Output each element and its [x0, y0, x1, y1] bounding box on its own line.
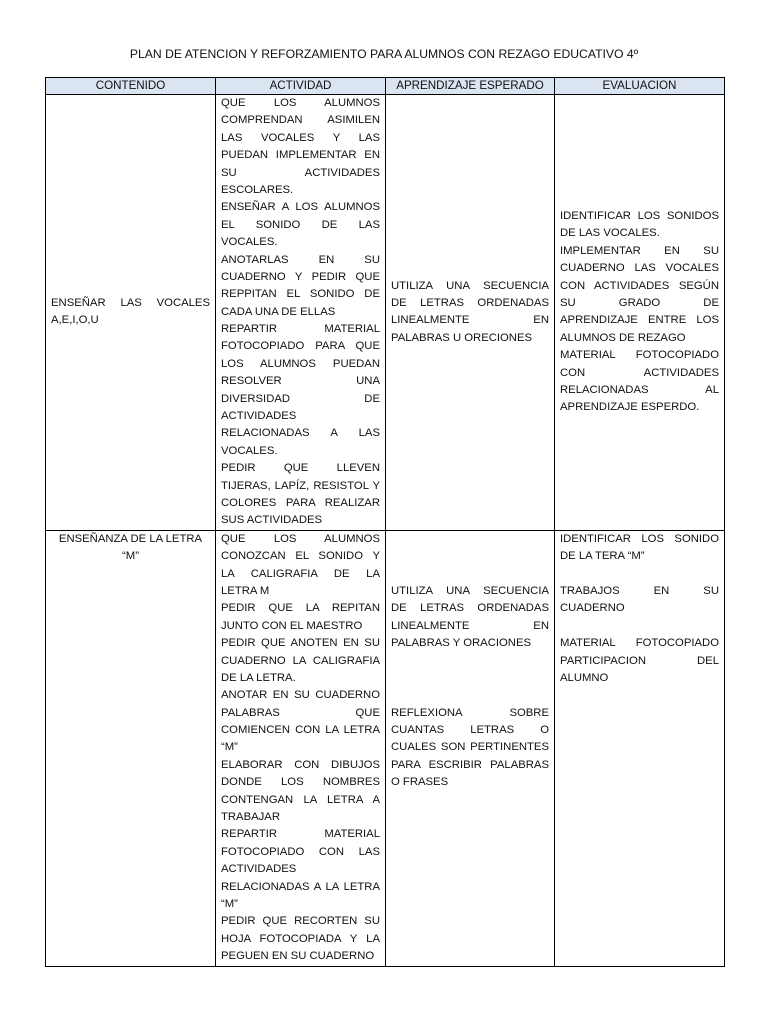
text-line: UTILIZA UNA SECUENCIA — [391, 279, 549, 292]
header-contenido: CONTENIDO — [46, 78, 216, 95]
text-line: IDENTIFICAR LOS SONIDO — [560, 532, 719, 545]
text-line: LETRA M — [221, 584, 270, 597]
text-line: SUS ACTIVIDADES — [221, 514, 323, 527]
text-line: ANOTAR EN SU CUADERNO — [221, 689, 380, 702]
text-line: ALUMNOS DE REZAGO — [560, 331, 686, 344]
text-line: RELACIONADAS AL — [560, 383, 719, 396]
text-line: COLORES PARA REALIZAR — [221, 496, 380, 509]
aprendizaje-cell — [386, 95, 555, 531]
text-line: DE LA LETRA. — [221, 671, 296, 684]
text-line: REPARTIR MATERIAL — [221, 323, 380, 336]
header-row — [46, 78, 725, 95]
text-line: PARA ESCRIBIR PALABRAS — [391, 758, 549, 771]
contenido-text — [51, 531, 210, 566]
document-title: PLAN DE ATENCION Y REFORZAMIENTO PARA ALUMNOS CON REZAGO EDUCATIVO 4º — [129, 47, 639, 61]
evaluacion-text — [560, 208, 719, 417]
text-line: ENSEÑAR A LOS ALUMNOS — [221, 201, 380, 214]
text-line: FOTOCOPIADO PARA QUE — [221, 340, 380, 353]
text-line: DIVERSIDAD DE — [221, 392, 380, 405]
text-line: REPPITAN EL SONIDO DE — [221, 288, 380, 301]
text-line: CUADERNO — [560, 602, 625, 615]
text-line: PUEDAN IMPLEMENTAR EN — [221, 149, 380, 162]
text-line: DONDE LOS NOMBRES — [221, 776, 380, 789]
aprendizaje-text-1 — [391, 583, 549, 653]
text-line: ELABORAR CON DIBUJOS — [221, 758, 380, 771]
actividad-cell — [216, 530, 386, 966]
actividad-cell — [216, 95, 386, 531]
text-line: APRENDIZAJE ENTRE LOS — [560, 314, 719, 327]
text-line: VOCALES. — [221, 444, 278, 457]
text-line: ALUMNO — [560, 671, 609, 684]
text-line: CUANTAS LETRAS O — [391, 724, 549, 737]
text-line: COMIENCEN CON LA LETRA — [221, 724, 380, 737]
plan-table — [45, 77, 725, 967]
text-line: TIJERAS, LAPÍZ, RESISTOL Y — [221, 479, 380, 492]
text-line: PARTICIPACION DEL — [560, 654, 719, 667]
text-line: SU ACTIVIDADES — [221, 166, 380, 179]
contenido-line: “M” — [122, 550, 139, 563]
text-line: CUADERNO LA CALIGRAFIA — [221, 654, 380, 667]
text-line: TRABAJAR — [221, 811, 281, 824]
text-line: “M” — [221, 897, 238, 910]
text-line: REFLEXIONA SOBRE — [391, 706, 549, 719]
contenido-line: ENSEÑANZA DE LA LETRA — [58, 532, 203, 545]
text-line: VOCALES. — [221, 236, 278, 249]
text-line: MATERIAL FOTOCOPIADO — [560, 637, 719, 650]
text-line: CON ACTIVIDADES — [560, 366, 719, 379]
actividad-text — [221, 531, 380, 966]
text-line: JUNTO CON EL MAESTRO — [221, 619, 363, 632]
text-line: ACTIVIDADES — [221, 863, 297, 876]
table-row — [46, 530, 725, 966]
text-line: TRABAJOS EN SU — [560, 584, 719, 597]
actividad-text — [221, 95, 380, 530]
text-line: PEDIR QUE RECORTEN SU — [221, 915, 380, 928]
text-line: PEDIR QUE LLEVEN — [221, 462, 380, 475]
text-line: CONTENGAN LA LETRA A — [221, 793, 380, 806]
text-line: IMPLEMENTAR EN SU — [560, 244, 719, 257]
header-actividad: ACTIVIDAD — [216, 78, 386, 95]
text-line: APRENDIZAJE ESPERDO. — [560, 401, 700, 414]
text-line: CUADERNO Y PEDIR QUE — [221, 270, 380, 283]
evaluacion-text-3 — [560, 635, 719, 687]
text-line: DE LAS VOCALES. — [560, 227, 660, 240]
header-aprendizaje: APRENDIZAJE ESPERADO — [386, 78, 555, 95]
text-line: ESCOLARES. — [221, 183, 294, 196]
text-line: CUADERNO LAS VOCALES — [560, 262, 719, 275]
text-line: PALABRAS QUE — [221, 706, 380, 719]
text-line: “M” — [221, 741, 238, 754]
text-line: PEDIR QUE ANOTEN EN SU — [221, 637, 380, 650]
header-evaluacion: EVALUACION — [555, 78, 725, 95]
text-line: UTILIZA UNA SECUENCIA — [391, 584, 549, 597]
table-row — [46, 95, 725, 531]
text-line: QUE LOS ALUMNOS — [221, 97, 380, 109]
contenido-cell — [46, 530, 216, 966]
text-line: REPARTIR MATERIAL — [221, 828, 380, 841]
text-line: IDENTIFICAR LOS SONIDOS — [560, 210, 719, 223]
text-line: CUALES SON PERTINENTES — [391, 741, 549, 754]
text-line: FOTOCOPIADO CON LAS — [221, 845, 380, 858]
text-line: A,E,I,O,U — [51, 314, 99, 327]
text-line: ENSEÑAR LAS VOCALES — [51, 296, 210, 309]
evaluacion-text-1 — [560, 531, 719, 566]
contenido-text — [51, 295, 210, 330]
text-line: DE LETRAS ORDENADAS — [391, 602, 549, 615]
text-line: CADA UNA DE ELLAS — [221, 305, 336, 318]
text-line: CON ACTIVIDADES SEGÚN — [560, 279, 719, 292]
text-line: PEDIR QUE LA REPITAN — [221, 602, 380, 615]
text-line: LAS VOCALES Y LAS — [221, 131, 380, 144]
text-line: DE LETRAS ORDENADAS — [391, 296, 549, 309]
text-line: RELACIONADAS A LAS — [221, 427, 380, 440]
text-line: PALABRAS U ORECIONES — [391, 331, 533, 344]
text-line: LINEALMENTE EN — [391, 314, 549, 327]
text-line: LOS ALUMNOS PUEDAN — [221, 357, 380, 370]
text-line: CONOZCAN EL SONIDO Y — [221, 550, 380, 563]
evaluacion-cell — [555, 95, 725, 531]
text-line: SU GRADO DE — [560, 296, 719, 309]
text-line: HOJA FOTOCOPIADA Y LA — [221, 932, 380, 945]
text-line: RESOLVER UNA — [221, 375, 380, 388]
aprendizaje-text — [391, 278, 549, 348]
text-line: COMPRENDAN ASIMILEN — [221, 114, 380, 127]
text-line: PALABRAS Y ORACIONES — [391, 637, 532, 650]
text-line: EL SONIDO DE LAS — [221, 218, 380, 231]
text-line: LA CALIGRAFIA DE LA — [221, 567, 380, 580]
text-line: ACTIVIDADES — [221, 410, 297, 423]
evaluacion-text-2 — [560, 583, 719, 618]
evaluacion-cell — [555, 530, 725, 966]
text-line: DE LA TERA “M” — [560, 550, 645, 563]
text-line: PEGUEN EN SU CUADERNO — [221, 950, 375, 963]
text-line: ANOTARLAS EN SU — [221, 253, 380, 266]
contenido-cell — [46, 95, 216, 531]
text-line: MATERIAL FOTOCOPIADO — [560, 349, 719, 362]
text-line: LINEALMENTE EN — [391, 619, 549, 632]
text-line: QUE LOS ALUMNOS — [221, 532, 380, 545]
aprendizaje-text-2 — [391, 705, 549, 792]
aprendizaje-cell — [386, 530, 555, 966]
text-line: RELACIONADAS A LA LETRA — [221, 880, 380, 893]
text-line: O FRASES — [391, 776, 449, 789]
